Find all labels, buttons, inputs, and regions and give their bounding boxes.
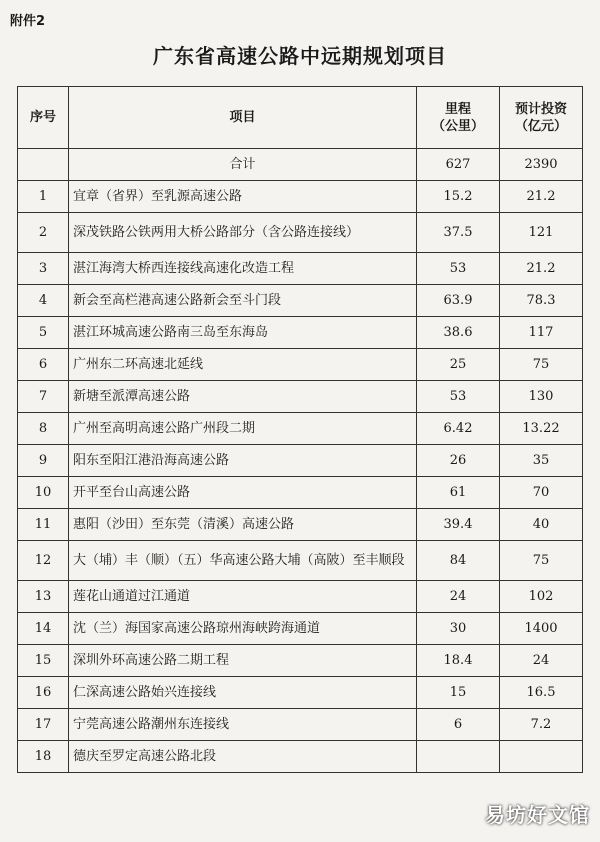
row-item: 莲花山通道过江通道 [69, 581, 417, 613]
row-investment: 21.2 [500, 253, 583, 285]
row-investment: 35 [500, 445, 583, 477]
row-length: 61 [417, 477, 500, 509]
row-investment [500, 741, 583, 773]
table-row [18, 741, 583, 773]
header-no: 序号 [18, 87, 69, 149]
row-investment: 21.2 [500, 181, 583, 213]
row-investment: 24 [500, 645, 583, 677]
row-item: 阳东至阳江港沿海高速公路 [69, 445, 417, 477]
row-investment: 130 [500, 381, 583, 413]
table-row [18, 645, 583, 677]
total-row [18, 149, 583, 181]
row-investment: 7.2 [500, 709, 583, 741]
row-no: 18 [18, 741, 69, 773]
row-investment: 102 [500, 581, 583, 613]
row-investment: 1400 [500, 613, 583, 645]
table-row [18, 181, 583, 213]
row-no: 12 [18, 541, 69, 581]
row-length: 30 [417, 613, 500, 645]
table-row [18, 709, 583, 741]
row-item: 德庆至罗定高速公路北段 [69, 741, 417, 773]
table-row [18, 445, 583, 477]
table-row [18, 509, 583, 541]
attachment-label: 附件2 [10, 14, 46, 29]
table-header-row [18, 87, 583, 149]
row-investment: 13.22 [500, 413, 583, 445]
row-length: 39.4 [417, 509, 500, 541]
row-length: 24 [417, 581, 500, 613]
row-item: 深茂铁路公铁两用大桥公路部分（含公路连接线） [69, 213, 417, 253]
row-investment: 75 [500, 349, 583, 381]
table-row [18, 677, 583, 709]
total-no [18, 149, 69, 181]
header-item: 项目 [69, 87, 417, 149]
row-item: 广州东二环高速北延线 [69, 349, 417, 381]
table-row [18, 581, 583, 613]
total-label: 合计 [69, 149, 417, 181]
row-item: 仁深高速公路始兴连接线 [69, 677, 417, 709]
row-length: 15 [417, 677, 500, 709]
row-length: 6 [417, 709, 500, 741]
row-item: 大（埔）丰（顺）（五）华高速公路大埔（高陂）至丰顺段 [69, 541, 417, 581]
row-item: 惠阳（沙田）至东莞（清溪）高速公路 [69, 509, 417, 541]
row-item: 新塘至派潭高速公路 [69, 381, 417, 413]
row-investment: 75 [500, 541, 583, 581]
row-no: 17 [18, 709, 69, 741]
row-no: 13 [18, 581, 69, 613]
row-length: 53 [417, 381, 500, 413]
row-investment: 70 [500, 477, 583, 509]
row-no: 3 [18, 253, 69, 285]
row-no: 9 [18, 445, 69, 477]
table-row [18, 613, 583, 645]
table-row [18, 213, 583, 253]
total-length: 627 [417, 149, 500, 181]
row-no: 16 [18, 677, 69, 709]
header-investment: 预计投资 （亿元） [500, 87, 583, 149]
watermark: 易坊好文馆 [485, 803, 590, 827]
row-length: 63.9 [417, 285, 500, 317]
row-item: 宜章（省界）至乳源高速公路 [69, 181, 417, 213]
row-length: 38.6 [417, 317, 500, 349]
row-length: 25 [417, 349, 500, 381]
table-row [18, 317, 583, 349]
row-no: 5 [18, 317, 69, 349]
row-item: 沈（兰）海国家高速公路琼州海峡跨海通道 [69, 613, 417, 645]
row-length: 18.4 [417, 645, 500, 677]
row-length: 15.2 [417, 181, 500, 213]
row-no: 14 [18, 613, 69, 645]
row-investment: 117 [500, 317, 583, 349]
row-no: 7 [18, 381, 69, 413]
row-item: 新会至高栏港高速公路新会至斗门段 [69, 285, 417, 317]
row-item: 广州至高明高速公路广州段二期 [69, 413, 417, 445]
projects-table [17, 86, 583, 773]
document-title: 广东省高速公路中远期规划项目 [153, 44, 447, 68]
total-investment: 2390 [500, 149, 583, 181]
table-row [18, 413, 583, 445]
row-investment: 121 [500, 213, 583, 253]
row-item: 深圳外环高速公路二期工程 [69, 645, 417, 677]
row-length: 84 [417, 541, 500, 581]
row-length: 53 [417, 253, 500, 285]
row-no: 1 [18, 181, 69, 213]
table-row [18, 253, 583, 285]
row-investment: 40 [500, 509, 583, 541]
row-no: 15 [18, 645, 69, 677]
table-row [18, 477, 583, 509]
row-investment: 78.3 [500, 285, 583, 317]
header-length: 里程 （公里） [417, 87, 500, 149]
row-no: 10 [18, 477, 69, 509]
row-length [417, 741, 500, 773]
table-row [18, 349, 583, 381]
row-investment: 16.5 [500, 677, 583, 709]
row-no: 8 [18, 413, 69, 445]
row-item: 开平至台山高速公路 [69, 477, 417, 509]
row-length: 26 [417, 445, 500, 477]
row-length: 6.42 [417, 413, 500, 445]
table-row [18, 381, 583, 413]
row-item: 宁莞高速公路潮州东连接线 [69, 709, 417, 741]
row-no: 11 [18, 509, 69, 541]
row-no: 6 [18, 349, 69, 381]
row-no: 4 [18, 285, 69, 317]
table-row [18, 285, 583, 317]
row-item: 湛江环城高速公路南三岛至东海岛 [69, 317, 417, 349]
row-item: 湛江海湾大桥西连接线高速化改造工程 [69, 253, 417, 285]
table-row [18, 541, 583, 581]
row-length: 37.5 [417, 213, 500, 253]
row-no: 2 [18, 213, 69, 253]
